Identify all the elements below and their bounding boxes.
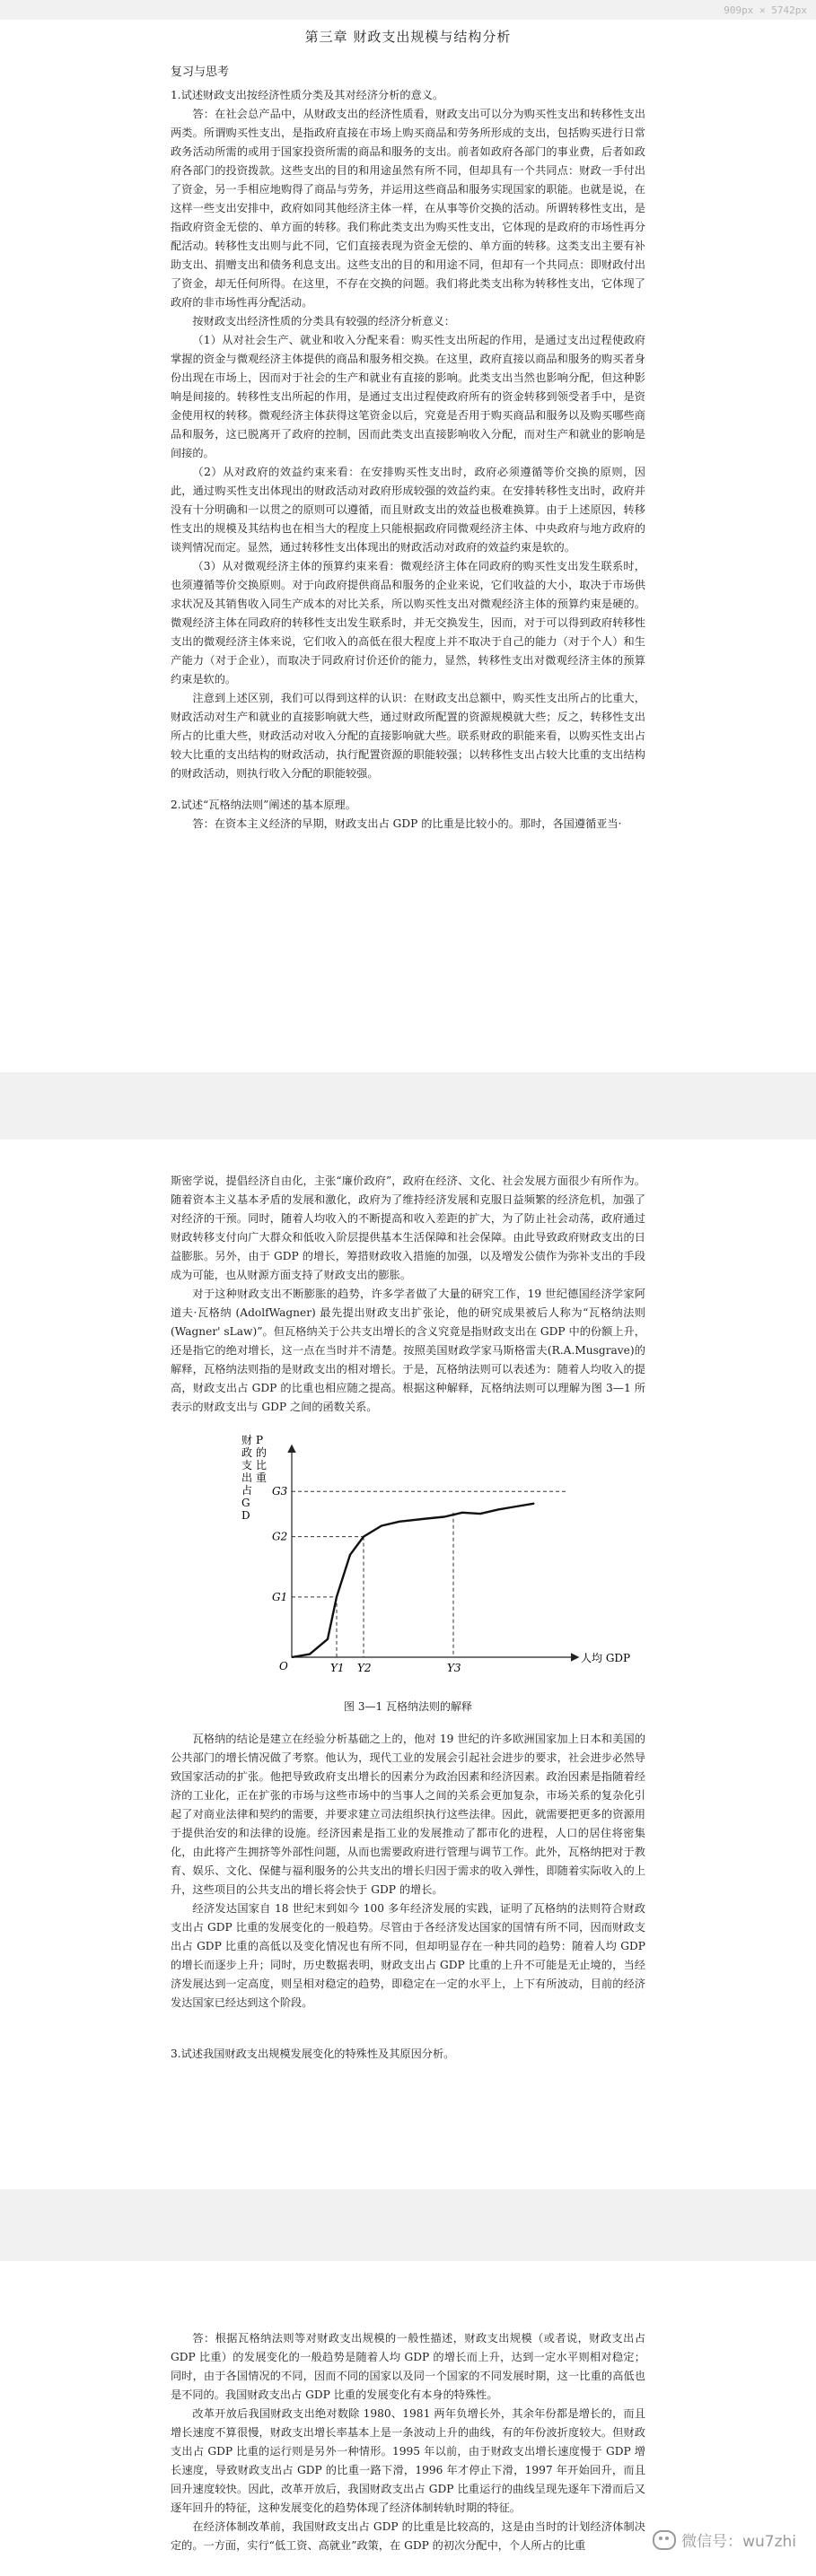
section-heading: 复习与思考	[171, 65, 230, 79]
wagner-law-chart	[171, 1433, 645, 1693]
curve-point	[291, 1656, 292, 1657]
viewer-bar	[0, 0, 816, 20]
y-axis-label-char: P	[255, 1434, 263, 1446]
curve-point	[479, 1513, 480, 1514]
question-3-paragraph: 在经济体制改革前，我国财政支出占 GDP 的比重是比较高的，这是由当时的计划经济体制决定的。一方面，实行“低工资、高就业”政策，在 GDP 的初次分配中，个人所占的比重	[171, 2520, 645, 2552]
wagner-law-chart-svg	[229, 1433, 630, 1693]
curve-point	[443, 1516, 444, 1517]
y-axis-label-char: 出	[241, 1471, 252, 1484]
wechat-icon	[653, 2530, 676, 2550]
question-1-point-2: （2）从对政府的效益约束来看：在安排购买性支出时，政府必须遵循等价交换的原则，因此，通过购买性支出体现出的财政活动对政府形成较强的效益约束。在安排转移性支出时，政府并没有十分明确和一以贯之的原则可以遵循，而且财政支出的效益也极难换算。由于上述原因，转移性支出的规模及其结构也在相当大的程度上只能根据政府同微观经济主体、中央政府与地方政府的谈判情况而定。显然，通过转移性支出体现出的财政活动对政府的效益约束是软的。	[171, 466, 645, 554]
question-2-paragraph: 瓦格纳的结论是建立在经验分析基础之上的，他对 19 世纪的许多欧洲国家加上日本和美国的公共部门的增长情况做了考察。他认为，现代工业的发展会引起社会进步的要求，社会进步必然导致国家活动的扩张。他把导致政府支出增长的因素分为政治因素和经济因素。政治因素是指随着经济的工业化，正在扩张的市场与这些市场中的当事人之间的关系会更加复杂，市场关系的复杂化引起了对商业法律和契约的需要，并要求建立司法组织执行这些法律。因此，就需要把更多的资源用于提供治安的和法律的设施。经济因素是指工业的发展推动了都市化的进程，人口的居住将密集化，由此将产生拥挤等外部性问题，从而也需要政府进行管理与调节工作。此外，瓦格纳把对于教育、娱乐、文化、保健与福利服务的公共支出的增长归因于需求的收入弹性，即随着实际收入的上升，这些项目的公共支出的增长将会快于 GDP 的增长。	[171, 1733, 645, 1896]
question-3-paragraph: 改革开放后我国财政支出绝对数除 1980、1981 两年负增长外，其余年份都是增长的，而且增长速度不算很慢，财政支出增长率基本上是一条波动上升的曲线，有的年份波折度较大。但财政支出占 GDP 比重的运行则是另外一种情形。1995 年以前，由于财政支出增长速度慢于 GDP 增长速度，导致财政支出占 GDP 的比重一路下滑，1996 年才停止下滑，1997 年开始回升，而且回升速度较快。因此，改革开放后，我国财政支出占 GDP 比重运行的曲线呈现先逐年下滑而后又逐年回升的特征，这种发展变化的趋势体现了经济体制转轨时期的特征。	[171, 2407, 645, 2514]
curve-point	[381, 1525, 382, 1526]
question-1-point-3: （3）从对微观经济主体的预算约束来看：微观经济主体在同政府的购买性支出发生联系时，也须遵循等价交换原则。对于向政府提供商品和服务的企业来说，它们收益的大小，取决于市场供求状况及其销售收入同生产成本的对比关系，所以购买性支出对微观经济主体的预算约束是硬的。微观经济主体在同政府的转移性支出发生联系时，并无交换发生，因而，对于可以得到政府转移性支出的微观经济主体来说，它们收入的高低在很大程度上并不取决于自己的能力（对于个人）和生产能力（对于企业），而取决于同政府讨价还价的能力，显然，转移性支出对微观经济主体的预算约束是软的。	[171, 560, 645, 685]
x-tick-label: Y3	[446, 1662, 461, 1674]
question-1-title: 1.试述财政支出按经济性质分类及其对经济分析的意义。	[171, 89, 444, 101]
question-2-paragraph: 经济发达国家自 18 世纪末到如今 100 多年经济发展的实践，证明了瓦格纳的法则符合财政支出占 GDP 比重的发展变化的一般趋势。尽管由于各经济发达国家的国情有所不同，因而财政支出占 GDP 比重的高低以及变化情况也有所不同，但却明显存在一种共同的趋势：随着人均 GDP 的增长而逐步上升；同时，历史数据表明，财政支出占 GDP 比重的上升不可能是无止境的，当经济发展达到一定高度，则呈相对稳定的趋势，即稳定在一定的水平上，上下有所波动，目前的经济发达国家已经达到这个阶段。	[171, 1902, 645, 2009]
curve-point	[336, 1596, 337, 1597]
y-axis-label-char: 支	[241, 1459, 252, 1471]
y-axis-label-char: G	[241, 1497, 250, 1509]
curve-point	[461, 1512, 462, 1513]
wagner-curve	[292, 1504, 534, 1657]
y-axis-label-char: 比	[255, 1459, 267, 1471]
x-tick-label: Y1	[329, 1662, 345, 1674]
question-3-answer: 答：根据瓦格纳法则等对财政支出规模的一般性描述，财政支出规模（或者说，财政支出占 GDP 比重）的发展变化的一般趋势是随着人均 GDP 的增长而上升，达到一定水平则相对稳定；同时，由于各国情况的不同，因而不同的国家以及同一个国家的不同发展时期，这一比重的高低也是不同的。我国财政支出占 GDP 比重的发展变化有本身的特殊性。	[171, 2332, 645, 2401]
chapter-title: 第三章 财政支出规模与结构分析	[304, 29, 512, 45]
y-tick-label: G3	[271, 1485, 287, 1498]
question-1-summary: 注意到上述区别，我们可以得到这样的认识：在财政支出总额中，购买性支出所占的比重大，财政活动对生产和就业的直接影响就大些，通过财政所配置的资源规模就大些；反之，转移性支出所占的比重大些，财政活动对收入分配的直接影响就大些。联系财政的职能来看，以购买性支出占较大比重的支出结构的财政活动，执行配置资源的职能较强；以转移性支出占较大比重的支出结构的财政活动，则执行收入分配的职能较强。	[171, 692, 645, 780]
y-axis-label-char: 占	[241, 1484, 252, 1497]
question-1-point-1: （1）从对社会生产、就业和收入分配来看：购买性支出所起的作用，是通过支出过程使政府掌握的资金与微观经济主体提供的商品和服务相交换。在这里，政府直接以商品和服务的购买者身份出现在市场上，因而对于社会的生产和就业有直接的影响。此类支出当然也影响分配，但这种影响是间接的。转移性支出所起的作用，是通过支出过程使政府所有的资金转移到领受者手中，是资金使用权的转移。微观经济主体获得这笔资金以后，究竟是否用于购买商品和服务以及购买哪些商品和服务，这已脱离开了政府的控制，因而此类支出直接影响收入分配，而对生产和就业的影响是间接的。	[171, 334, 645, 459]
dimensions-readout: 909px × 5742px	[724, 4, 807, 16]
curve-point	[309, 1654, 310, 1655]
curve-point	[349, 1554, 350, 1555]
question-1-answer: 答：在社会总产品中，从财政支出的经济性质看，财政支出可以分为购买性支出和转移性支出两类。所谓购买性支出，是指政府直接在市场上购买商品和劳务所形成的支出，包括购买进行日常政务活动所需的或用于国家投资所需的商品和服务的支出。前者如政府各部门的事业费，后者如政府各部门的投资拨款。这些支出的目的和用途虽然有所不同，但却具有一个共同点：财政一手付出了资金，另一手相应地购得了商品与劳务，并运用这些商品和服务实现国家的职能。也就是说，在这样一些支出安排中，政府如同其他经济主体一样，在从事等价交换的活动。所谓转移性支出，是指政府资金无偿的、单方面的转移。我们称此类支出为购买性支出，它体现的是政府的市场性再分配活动。转移性支出则与此不同，它们直接表现为资金无偿的、单方面的转移。这类支出主要有补助支出、捐赠支出和债务利息支出。这些支出的目的和用途不同，但却有一个共同点：即财政付出了资金，却无任何所得。在这里，不存在交换的问题。我们将此类支出称为转移性支出，它体现了政府的非市场性再分配活动。	[171, 108, 645, 309]
document-page-1	[0, 20, 816, 1072]
question-3-title: 3.试述我国财政支出规模发展变化的特殊性及其原因分析。	[171, 2048, 455, 2060]
x-tick-label: Y2	[356, 1662, 372, 1674]
question-2-answer-start: 答：在资本主义经济的早期，财政支出占 GDP 的比重是比较小的。那时，各国遵循亚当·	[192, 817, 622, 830]
curve-point	[363, 1536, 364, 1537]
y-axis-label-char: 重	[255, 1471, 267, 1484]
figure-caption: 图 3—1 瓦格纳法则的解释	[344, 1700, 472, 1713]
y-axis-label-char: D	[241, 1509, 250, 1522]
question-2-paragraph: 对于这种财政支出不断膨胀的趋势，许多学者做了大量的研究工作，19 世纪德国经济学家阿道夫·瓦格纳 (AdolfWagner) 最先提出财政支出扩张论，他的研究成果被后人称为“瓦格纳法则(Wagner' sLaw)”。但瓦格纳关于公共支出增长的含义究竟是指财政支出在 GDP 中的份额上升，还是指它的绝对增长，这一点在当时并不清楚。按照美国财政学家马斯格雷夫(R.A.Musgrave)的解释，瓦格纳法则指的是财政支出的相对增长。于是，瓦格纳法则可以表述为：随着人均收入的提高，财政支出占 GDP 的比重也相应随之提高。根据这种解释，瓦格纳法则可以理解为图 3—1 所表示的财政支出与 GDP 之间的函数关系。	[171, 1288, 645, 1413]
y-axis-label-char: 的	[255, 1446, 267, 1459]
watermark	[653, 2528, 796, 2551]
curve-point	[327, 1638, 328, 1639]
curve-point	[497, 1509, 498, 1510]
question-2-title: 2.试述“瓦格纳法则”阐述的基本原理。	[171, 799, 356, 811]
document-page-2	[0, 1140, 816, 2189]
question-1-paragraph: 按财政支出经济性质的分类具有较强的经济分析意义：	[192, 315, 455, 327]
y-tick-label: G2	[271, 1530, 287, 1543]
question-2-answer-continued: 斯密学说，提倡经济自由化，主张“廉价政府”，政府在经济、文化、社会发展方面很少有所作为。随着资本主义基本矛盾的发展和激化，政府为了维持经济发展和克服日益频繁的经济危机，加强了对经济的干预。同时，随着人均收入的不断提高和收入差距的扩大，为了防止社会动荡，政府通过财政转移支付向广大群众和低收入阶层提供基本生活保障和社会保障。由此导致政府财政支出的日益膨胀。另外，由于 GDP 的增长，筹措财政收入措施的加强，以及增发公债作为弥补支出的手段成为可能，也从财源方面支持了财政支出的膨胀。	[171, 1174, 645, 1281]
x-axis-label: 人均 GDP	[580, 1652, 630, 1664]
y-axis-label-char: 财	[241, 1434, 252, 1446]
watermark-text: 微信号：wu7zhi	[681, 2533, 796, 2551]
y-axis-label-char: 政	[241, 1446, 252, 1459]
curve-point	[533, 1503, 534, 1504]
y-tick-label: G1	[271, 1590, 287, 1603]
document-page-3	[0, 2261, 816, 2576]
origin-label: O	[278, 1660, 288, 1672]
